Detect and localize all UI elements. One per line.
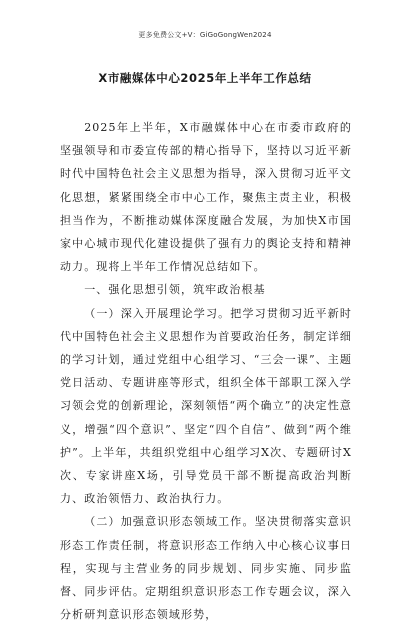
document-title: X市融媒体中心2025年上半年工作总结	[98, 71, 312, 85]
body-paragraph: （一）深入开展理论学习。把学习贯彻习近平新时代中国特色社会主义思想作为首要政治任务，制定详细的学习计划，通过党组中心组学习、“三会一课”、主题党日活动、专题讲座等形式，组织全体干部职工深入学习领会党的创新理论，深刻领悟“两个确立”的决定性意义，增强“四个意识”、坚定“四个自信”、做到“两个维护”。上半年，共组织党组中心组学习X次、专题研讨X次、专家讲座X场，引导党员干部不断提高政治判断力、政治领悟力、政治执行力。	[60, 306, 352, 506]
intro-paragraph: 2025年上半年，X市融媒体中心在市委市政府的坚强领导和市委宣传部的精心指导下，坚持以习近平新时代中国特色社会主义思想为指导，深入贯彻习近平文化思想，紧紧围绕全市中心工作，聚焦主责主业，积极担当作为，不断推动媒体深度融合发展，为加快X市国家中心城市现代化建设提供了强有力的舆论支持和精神动力。现将上半年工作情况总结如下。	[60, 121, 352, 274]
section-heading: 一、强化思想引领，筑牢政治根基	[84, 283, 266, 297]
document-body	[60, 116, 352, 626]
body-paragraph: （二）加强意识形态领域工作。坚决贯彻落实意识形态工作责任制，将意识形态工作纳入中心核心议事日程，实现与主营业务的同步规划、同步实施、同步监督、同步评估。定期组织意识形态工作专题会议，深入分析研判意识形态领域形势，	[60, 515, 352, 622]
header-note: 更多免费公文+V：GiGoGongWen2024	[138, 31, 272, 39]
